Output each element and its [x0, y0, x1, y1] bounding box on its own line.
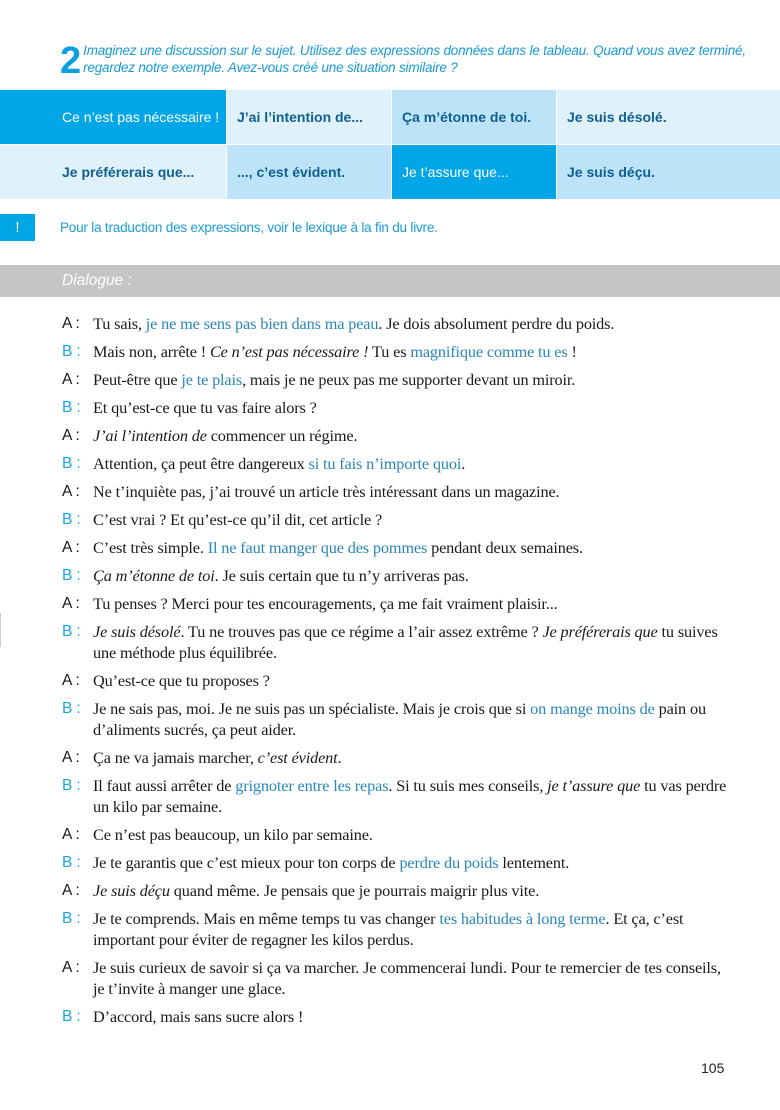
target-expression: je t’assure que: [547, 776, 641, 795]
table-cell: ..., c’est évident.: [227, 145, 391, 199]
text-segment: Qu’est-ce que tu proposes ?: [93, 671, 270, 690]
line-text: [93, 775, 728, 817]
line-text: [93, 908, 728, 950]
table-cell: Je suis déçu.: [557, 145, 780, 199]
dialogue-line: [62, 593, 728, 614]
table-cell: Je suis désolé.: [557, 90, 780, 144]
line-text: [93, 880, 728, 901]
text-segment: Je te comprends. Mais en même temps tu vas changer: [93, 909, 440, 928]
speaker-label: B :: [62, 777, 81, 794]
target-expression: Ce n’est pas nécessaire !: [209, 342, 369, 361]
text-segment: . Tu ne trouves pas que ce régime a l’air assez extrême ?: [180, 622, 543, 641]
text-segment: Mais non, arrête !: [93, 342, 210, 361]
line-text: [93, 824, 728, 845]
speaker-label: B :: [62, 700, 81, 717]
note-text: Pour la traduction des expressions, voir le lexique à la fin du livre.: [60, 220, 438, 235]
speaker-label: A :: [62, 371, 80, 388]
text-segment: Attention, ça peut être dangereux: [93, 454, 309, 473]
text-segment: . Si tu suis mes conseils,: [388, 776, 548, 795]
line-text: [93, 957, 728, 999]
target-expression: Je suis désolé: [93, 622, 181, 641]
highlighted-phrase: grignoter entre les repas: [235, 776, 389, 795]
text-segment: quand même. Je pensais que je pourrais maigrir plus vite.: [169, 881, 540, 900]
speaker-label: B :: [62, 511, 81, 528]
target-expression: c’est évident: [257, 748, 338, 767]
dialogue-line: [62, 1006, 728, 1027]
speaker-label: A :: [62, 595, 80, 612]
dialogue-line: [62, 453, 728, 474]
line-text: [93, 593, 728, 614]
text-segment: . Je suis certain que tu n’y arriveras pas.: [214, 566, 469, 585]
target-expression: Je préférerais que: [542, 622, 658, 641]
text-segment: .: [337, 748, 342, 767]
highlighted-phrase: on mange moins de: [530, 699, 655, 718]
line-text: [93, 341, 728, 362]
line-text: [93, 670, 728, 691]
table-row: [0, 90, 780, 144]
highlighted-phrase: je te plais: [181, 370, 243, 389]
text-segment: pain ou d’aliments sucrés, ça peut aider.: [93, 699, 706, 739]
speaker-label: A :: [62, 882, 80, 899]
line-text: [93, 453, 728, 474]
target-expression: J’ai l’intention de: [93, 426, 207, 445]
translation-note: [0, 214, 438, 241]
text-segment: .: [461, 454, 466, 473]
text-segment: C’est très simple.: [93, 538, 208, 557]
text-segment: Tu sais,: [93, 314, 146, 333]
dialogue-line: [62, 908, 728, 950]
table-cell: Ce n’est pas nécessaire !: [0, 90, 226, 144]
text-segment: Et qu’est-ce que tu vas faire alors ?: [93, 398, 317, 417]
speaker-label: B :: [62, 567, 81, 584]
dialogue-line: [62, 747, 728, 768]
line-text: [93, 621, 728, 663]
dialogue-line: [62, 957, 728, 999]
line-text: [93, 852, 728, 873]
text-segment: Peut-être que: [93, 370, 182, 389]
text-segment: Je ne sais pas, moi. Je ne suis pas un spécialiste. Mais je crois que si: [93, 699, 531, 718]
dialogue-header-bar: [0, 265, 780, 297]
highlighted-phrase: magnifique comme tu es: [410, 342, 568, 361]
table-cell: Je t’assure que...: [392, 145, 556, 199]
highlighted-phrase: tes habitudes à long terme: [439, 909, 606, 928]
text-segment: tu vas perdre un kilo par semaine.: [93, 776, 727, 816]
line-text: [93, 481, 728, 502]
speaker-label: B :: [62, 455, 81, 472]
line-text: [93, 369, 728, 390]
speaker-label: A :: [62, 427, 80, 444]
speaker-label: A :: [62, 315, 80, 332]
text-segment: Ça ne va jamais marcher,: [93, 748, 258, 767]
target-expression: Je suis déçu: [93, 881, 170, 900]
page-number: 105: [701, 1060, 725, 1076]
line-text: [93, 537, 728, 558]
text-segment: Je suis curieux de savoir si ça va marcher. Je commencerai lundi. Pour te remercier de tes conseils, je t’invite à manger une glace.: [93, 958, 721, 998]
dialogue-line: [62, 369, 728, 390]
dialogue-line: [62, 313, 728, 334]
line-text: [93, 1006, 728, 1027]
text-segment: Je te garantis que c’est mieux pour ton corps de: [93, 853, 400, 872]
dialogue-line: [62, 509, 728, 530]
text-segment: D’accord, mais sans sucre alors !: [93, 1007, 304, 1026]
highlighted-phrase: Il ne faut manger que des pommes: [207, 538, 428, 557]
dialogue-line: [62, 481, 728, 502]
text-segment: . Je dois absolument perdre du poids.: [378, 314, 615, 333]
line-text: [93, 425, 728, 446]
text-segment: !: [567, 342, 577, 361]
highlighted-phrase: je ne me sens pas bien dans ma peau: [145, 314, 379, 333]
table-row: [0, 145, 780, 199]
text-segment: C’est vrai ? Et qu’est-ce qu’il dit, cet article ?: [93, 510, 383, 529]
exercise-number: 2: [60, 40, 82, 82]
dialogue-line: [62, 824, 728, 845]
dialogue-line: [62, 397, 728, 418]
speaker-label: A :: [62, 483, 80, 500]
text-segment: pendant deux semaines.: [427, 538, 583, 557]
dialogue-line: [62, 621, 728, 663]
exercise-header: [60, 40, 760, 82]
dialogue-line: [62, 698, 728, 740]
speaker-label: B :: [62, 623, 81, 640]
speaker-label: A :: [62, 672, 80, 689]
text-segment: Tu penses ? Merci pour tes encouragements, ça me fait vraiment plaisir...: [93, 594, 558, 613]
speaker-label: A :: [62, 959, 80, 976]
speaker-label: A :: [62, 539, 80, 556]
highlighted-phrase: si tu fais n’importe quoi: [308, 454, 462, 473]
exclamation-icon: !: [0, 214, 35, 241]
dialogue-line: [62, 341, 728, 362]
line-text: [93, 747, 728, 768]
text-segment: . Et ça, c’est important pour éviter de regagner les kilos perdus.: [93, 909, 684, 949]
dialogue-title: Dialogue :: [62, 272, 132, 289]
speaker-label: B :: [62, 399, 81, 416]
text-segment: Ce n’est pas beaucoup, un kilo par semaine.: [93, 825, 373, 844]
speaker-label: B :: [62, 910, 81, 927]
dialogue-line: [62, 775, 728, 817]
exercise-instruction: Imaginez une discussion sur le sujet. Utilisez des expressions données dans le tableau. Quand vous avez terminé, regardez notre exemple. Avez-vous créé une situation similaire ?: [83, 43, 746, 75]
highlighted-phrase: perdre du poids: [399, 853, 499, 872]
dialogue-line: [62, 425, 728, 446]
dialogue-line: [62, 880, 728, 901]
table-cell: Je préférerais que...: [0, 145, 226, 199]
text-segment: , mais je ne peux pas me supporter devant un miroir.: [242, 370, 576, 389]
line-text: [93, 397, 728, 418]
dialogue-line: [62, 852, 728, 873]
speaker-label: A :: [62, 749, 80, 766]
speaker-label: A :: [62, 826, 80, 843]
target-expression: Ça m’étonne de toi: [93, 566, 215, 585]
line-text: [93, 698, 728, 740]
speaker-label: B :: [62, 343, 81, 360]
margin-divider: [0, 613, 1, 647]
dialogue-line: [62, 670, 728, 691]
text-segment: Ne t’inquiète pas, j’ai trouvé un article très intéressant dans un magazine.: [93, 482, 560, 501]
table-cell: J’ai l’intention de...: [227, 90, 391, 144]
text-segment: Il faut aussi arrêter de: [93, 776, 236, 795]
line-text: [93, 313, 728, 334]
dialogue-line: [62, 537, 728, 558]
speaker-label: B :: [62, 854, 81, 871]
expressions-table: [0, 90, 780, 199]
text-segment: tu suives une méthode plus équilibrée.: [93, 622, 718, 662]
line-text: [93, 565, 728, 586]
text-segment: commencer un régime.: [206, 426, 358, 445]
dialogue-line: [62, 565, 728, 586]
dialogue-body: [62, 313, 728, 1034]
table-cell: Ça m’étonne de toi.: [392, 90, 556, 144]
line-text: [93, 509, 728, 530]
speaker-label: B :: [62, 1008, 81, 1025]
text-segment: Tu es: [368, 342, 411, 361]
text-segment: lentement.: [498, 853, 570, 872]
